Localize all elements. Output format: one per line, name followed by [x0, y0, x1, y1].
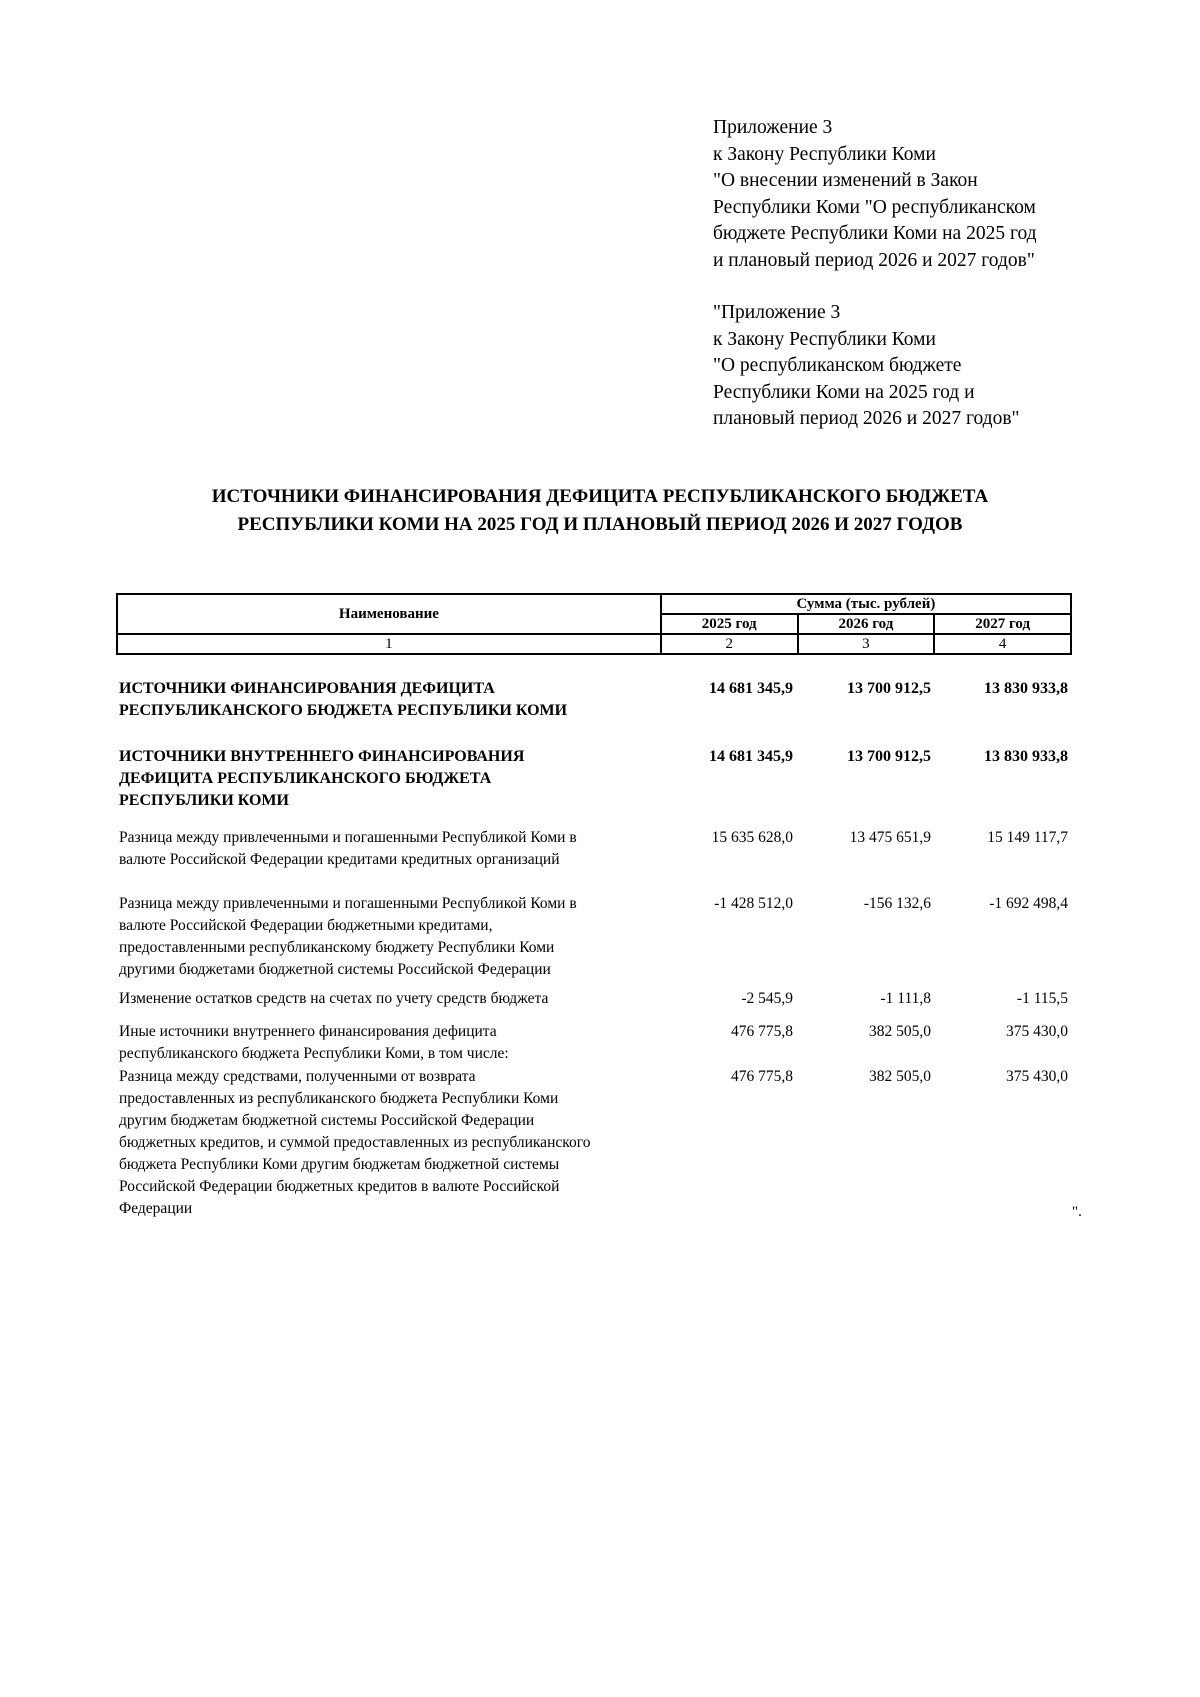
- column-year-2025: 2025 год: [661, 614, 798, 634]
- row-value-2026: 382 505,0: [869, 1068, 931, 1085]
- row-value-2026: 13 700 912,5: [847, 680, 931, 697]
- closing-quote: ".: [1072, 1204, 1082, 1220]
- row-name-line: бюджетных кредитов, и суммой предоставленных из республиканского: [119, 1134, 591, 1151]
- appendix-line: плановый период 2026 и 2027 годов": [713, 408, 1020, 429]
- row-name-line: предоставленных из республиканского бюджета Республики Коми: [119, 1090, 559, 1107]
- document-title-line: ИСТОЧНИКИ ФИНАНСИРОВАНИЯ ДЕФИЦИТА РЕСПУБЛИКАНСКОГО БЮДЖЕТА: [211, 486, 989, 507]
- column-name-header: Наименование: [117, 594, 661, 634]
- row-name: [119, 746, 669, 812]
- appendix-line: "О республиканском бюджете: [713, 355, 962, 376]
- appendix-line: Приложение 3: [713, 117, 833, 138]
- row-name-line: другим бюджетам бюджетной системы Российской Федерации: [119, 1112, 535, 1129]
- row-value-2026: -156 132,6: [863, 895, 931, 912]
- appendix-header-amending: [713, 115, 1037, 274]
- row-value-2026: 382 505,0: [869, 1023, 931, 1040]
- row-value-2027: 375 430,0: [1006, 1068, 1068, 1085]
- row-name-line: Разница между привлеченными и погашенными Республикой Коми в: [119, 829, 577, 846]
- row-name-line: республиканского бюджета Республики Коми, в том числе:: [119, 1045, 509, 1062]
- row-name-line: ДЕФИЦИТА РЕСПУБЛИКАНСКОГО БЮДЖЕТА: [119, 770, 492, 787]
- row-value-2027: 375 430,0: [1006, 1023, 1068, 1040]
- column-number: 1: [117, 634, 661, 654]
- row-value-2025: 15 635 628,0: [711, 829, 793, 846]
- row-value-2027: -1 115,5: [1016, 990, 1068, 1007]
- row-name: [119, 988, 669, 1010]
- row-name-line: Российской Федерации бюджетных кредитов в валюте Российской: [119, 1178, 560, 1195]
- column-number: 2: [661, 634, 798, 654]
- row-name: [119, 678, 669, 722]
- row-value-2025: 476 775,8: [731, 1023, 793, 1040]
- row-name: [119, 1021, 669, 1065]
- row-value-2026: -1 111,8: [880, 990, 931, 1007]
- row-name-line: РЕСПУБЛИКАНСКОГО БЮДЖЕТА РЕСПУБЛИКИ КОМИ: [119, 702, 568, 719]
- row-value-2025: -2 545,9: [741, 990, 793, 1007]
- row-name-line: предоставленными республиканскому бюджету Республики Коми: [119, 939, 555, 956]
- row-name-line: Разница между средствами, полученными от возврата: [119, 1068, 476, 1085]
- row-name-line: валюте Российской Федерации кредитами кредитных организаций: [119, 851, 560, 868]
- row-name-line: Разница между привлеченными и погашенными Республикой Коми в: [119, 895, 577, 912]
- column-number: 4: [934, 634, 1071, 654]
- column-sum-header: Сумма (тыс. рублей): [661, 594, 1071, 614]
- document-title-line: РЕСПУБЛИКИ КОМИ НА 2025 ГОД И ПЛАНОВЫЙ ПЕРИОД 2026 И 2027 ГОДОВ: [237, 514, 963, 535]
- appendix-line: "О внесении изменений в Закон: [713, 170, 978, 191]
- column-year-2027: 2027 год: [934, 614, 1071, 634]
- row-value-2025: 14 681 345,9: [709, 748, 793, 765]
- appendix-line: к Закону Республики Коми: [713, 328, 936, 350]
- appendix-line: бюджете Республики Коми на 2025 год: [713, 223, 1037, 244]
- appendix-line: к Закону Республики Коми: [713, 143, 936, 165]
- row-name-line: валюте Российской Федерации бюджетными кредитами,: [119, 917, 493, 934]
- row-name-line: РЕСПУБЛИКИ КОМИ: [119, 792, 289, 809]
- row-name-line: ИСТОЧНИКИ ФИНАНСИРОВАНИЯ ДЕФИЦИТА: [119, 680, 495, 697]
- row-name: [119, 827, 669, 871]
- row-value-2027: 15 149 117,7: [987, 829, 1068, 846]
- row-name: [119, 893, 669, 981]
- row-name-line: бюджета Республики Коми другим бюджетам бюджетной системы: [119, 1156, 560, 1173]
- row-value-2027: 13 830 933,8: [984, 680, 1068, 697]
- row-value-2025: 476 775,8: [731, 1068, 793, 1085]
- row-value-2027: -1 692 498,4: [989, 895, 1068, 912]
- column-number: 3: [798, 634, 935, 654]
- row-name-line: Изменение остатков средств на счетах по учету средств бюджета: [119, 990, 549, 1007]
- column-year-2026: 2026 год: [798, 614, 935, 634]
- appendix-header-original: [713, 300, 1020, 433]
- table-header: [116, 593, 1072, 655]
- appendix-line: "Приложение 3: [713, 302, 841, 323]
- row-name-line: ИСТОЧНИКИ ВНУТРЕННЕГО ФИНАНСИРОВАНИЯ: [119, 748, 525, 765]
- document-title: [100, 483, 1100, 539]
- row-name-line: Федерации: [119, 1200, 193, 1217]
- row-value-2026: 13 475 651,9: [849, 829, 931, 846]
- appendix-line: Республики Коми на 2025 год и: [713, 381, 975, 403]
- appendix-line: Республики Коми "О республиканском: [713, 196, 1036, 218]
- row-value-2027: 13 830 933,8: [984, 748, 1068, 765]
- row-value-2025: 14 681 345,9: [709, 680, 793, 697]
- row-name-line: Иные источники внутреннего финансирования дефицита: [119, 1023, 497, 1040]
- row-value-2025: -1 428 512,0: [714, 895, 793, 912]
- row-name-line: другими бюджетами бюджетной системы Российской Федерации: [119, 961, 551, 978]
- row-name: [119, 1066, 669, 1220]
- appendix-line: и плановый период 2026 и 2027 годов": [713, 249, 1035, 271]
- row-value-2026: 13 700 912,5: [847, 748, 931, 765]
